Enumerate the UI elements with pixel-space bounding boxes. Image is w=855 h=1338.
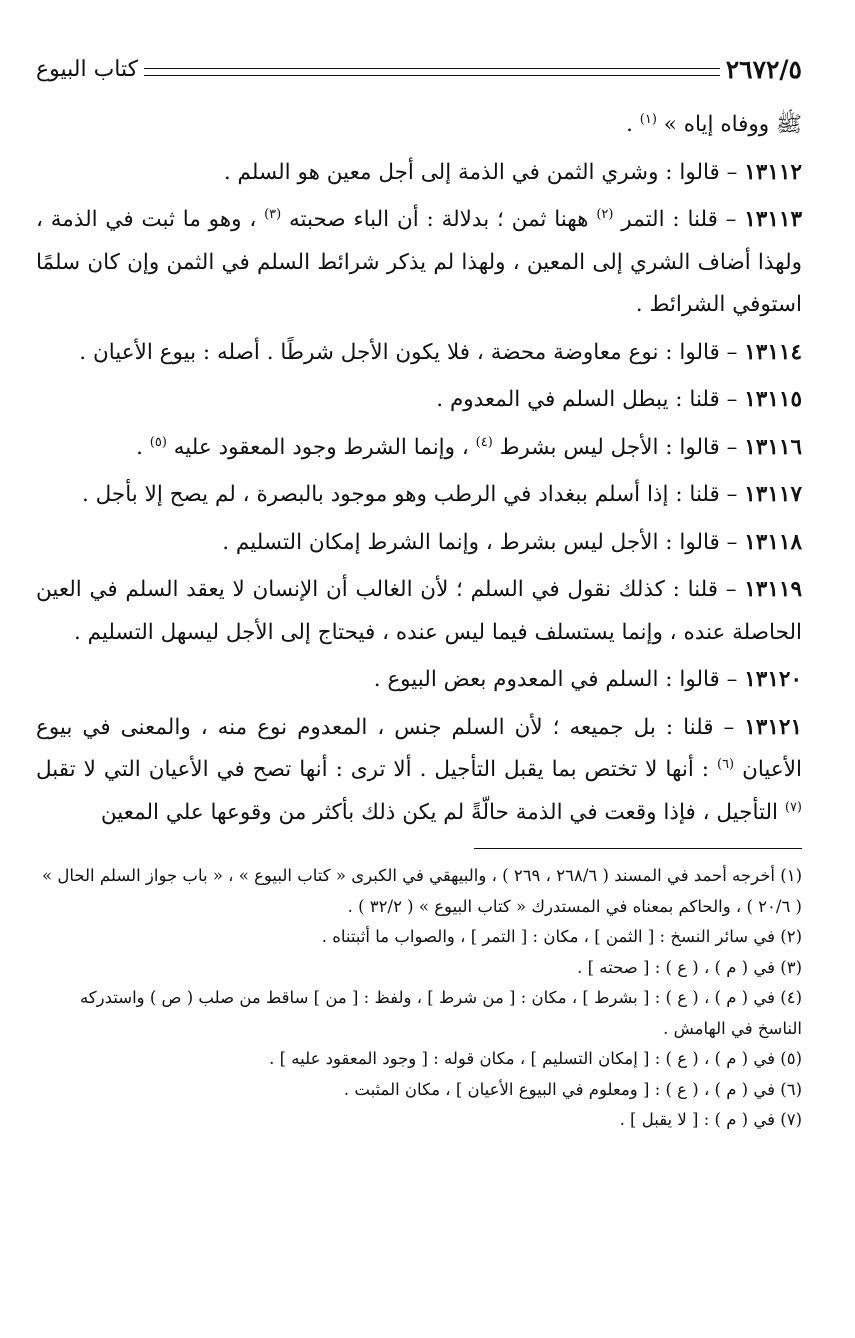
footnote-ref: (٧): [784, 799, 802, 815]
running-title: كتاب البيوع: [36, 56, 139, 82]
footnote-ref: (٤): [475, 434, 493, 450]
paragraph-text: – قلنا : يبطل السلم في المعدوم .: [436, 387, 745, 412]
header-double-rule: [144, 68, 720, 76]
paragraph: [36, 379, 802, 422]
paragraph-text: – قلنا : كذلك نقول في السلم ؛ لأن الغالب أن الإنسان لا يعقد السلم في العين الحاصلة عنده ، وإنما يستسلف فيما ليس عنده ، فيحتاج إلى الأجل ليسهل التسليم .: [36, 577, 802, 645]
paragraph-text: – قلنا : بل جميعه ؛ لأن السلم جنس ، المعدوم نوع منه ، والمعنى في بيوع الأعيان: [36, 714, 802, 782]
footnote-separator: [474, 848, 802, 849]
paragraph-number: ١٣١١٤: [744, 339, 802, 365]
footnote: (٥) في ( م ) ، ( ع ) : [ إمكان التسليم ] ، مكان قوله : [ وجود المعقود عليه ] .: [269, 1049, 802, 1068]
paragraph-number: ١٣١٢١: [744, 714, 802, 740]
footnote-ref: (٥): [149, 434, 167, 450]
continuation-end: .: [626, 112, 640, 137]
footnote: (٢) في سائر النسخ : [ الثمن ] ، مكان : [ التمر ] ، والصواب ما أثبتناه .: [321, 927, 802, 946]
paragraph-text: ههنا ثمن ؛ بدلالة : أن الباء صحبته: [281, 207, 597, 232]
paragraph-text: – قلنا : إذا أسلم ببغداد في الرطب وهو موجود بالبصرة ، لم يصح إلا بأجل .: [81, 482, 745, 507]
paragraph: [36, 427, 802, 470]
paragraph: [36, 152, 802, 195]
paragraph-number: ١٣١١٢: [744, 159, 802, 185]
paragraph-text: : أنها لا تختص بما يقبل التأجيل . ألا ترى : أنها تصح في الأعيان التي لا تقبل: [36, 757, 717, 782]
paragraph: [36, 659, 802, 702]
paragraph-number: ١٣١١٨: [744, 529, 802, 555]
paragraph: [36, 474, 802, 517]
footnote: (١) أخرجه أحمد في المسند ( ٢٦٨/٦ ، ٢٦٩ ) ، والبيهقي في الكبرى « كتاب البيوع » ، « باب جواز السلم الحال » ( ٢٠/٦ ) ، والحاكم بمعناه في المستدرك « كتاب البيوع » ( ٣٢/٢ ) .: [42, 866, 802, 916]
paragraph-number: ١٣١١٧: [744, 482, 802, 507]
paragraph-text: – قالوا : السلم في المعدوم بعض البيوع .: [373, 667, 745, 692]
page-number: ٢٦٧٢/٥: [725, 54, 802, 84]
paragraph-text: .: [136, 434, 150, 460]
paragraph-text: التأجيل ، فإذا وقعت في الذمة حالّةً لم يكن ذلك بأكثر من وقوعها علي المعين: [100, 799, 785, 825]
continuation-line: [36, 104, 802, 147]
footnote-ref: (١): [639, 111, 657, 127]
footnote: (٣) في ( م ) ، ( ع ) : [ صحته ] .: [577, 957, 802, 977]
paragraph-number: ١٣١١٩: [744, 577, 802, 602]
paragraph-text: – قالوا : الأجل ليس بشرط ، وإنما الشرط إمكان التسليم .: [222, 529, 745, 555]
paragraph-text: – قلنا : التمر: [613, 207, 745, 232]
paragraph-number: ١٣١٢٠: [744, 667, 802, 692]
paragraph-number: ١٣١١٦: [744, 434, 802, 460]
paragraph-text: – قالوا : نوع معاوضة محضة ، فلا يكون الأجل شرطًا . أصله : بيوع الأعيان .: [79, 339, 745, 365]
main-text: [36, 104, 802, 834]
footnote: (٦) في ( م ) ، ( ع ) : [ ومعلوم في البيوع الأعيان ] ، مكان المثبت .: [343, 1079, 802, 1099]
paragraph: [36, 332, 802, 375]
book-page: [36, 48, 802, 1308]
footnote: (٤) في ( م ) ، ( ع ) : [ بشرط ] ، مكان : [ من شرط ] ، ولفظ : [ من ] ساقط من صلب ( ص ) واستدركه الناسخ في الهامش .: [79, 988, 802, 1038]
footnote: (٧) في ( م ) : [ لا يقبل ] .: [619, 1110, 802, 1129]
footnotes: [36, 861, 802, 1136]
paragraph: [36, 707, 802, 835]
footnote-ref: (٣): [264, 206, 282, 222]
paragraph-text: ، وإنما الشرط وجود المعقود عليه: [166, 434, 476, 460]
continuation-text: ﷺ ووفاه إياه »: [663, 112, 802, 137]
paragraph: [36, 199, 802, 327]
paragraph: [36, 569, 802, 654]
paragraph-text: – قالوا : الأجل ليس بشرط: [492, 434, 745, 460]
paragraph-number: ١٣١١٣: [744, 207, 802, 232]
paragraph-text: ، وهو ما ثبت في الذمة ، ولهذا أضاف الشري إلى المعين ، ولهذا لم يذكر شرائط السلم في الثمن وإن كان سلمًا استوفي الشرائط .: [36, 207, 802, 317]
footnote-ref: (٢): [596, 206, 614, 222]
paragraph-number: ١٣١١٥: [744, 387, 802, 412]
paragraph-text: – قالوا : وشري الثمن في الذمة إلى أجل معين هو السلم .: [223, 159, 745, 185]
paragraph: [36, 522, 802, 565]
footnote-ref: (٦): [716, 756, 735, 772]
page-header: [36, 48, 802, 90]
